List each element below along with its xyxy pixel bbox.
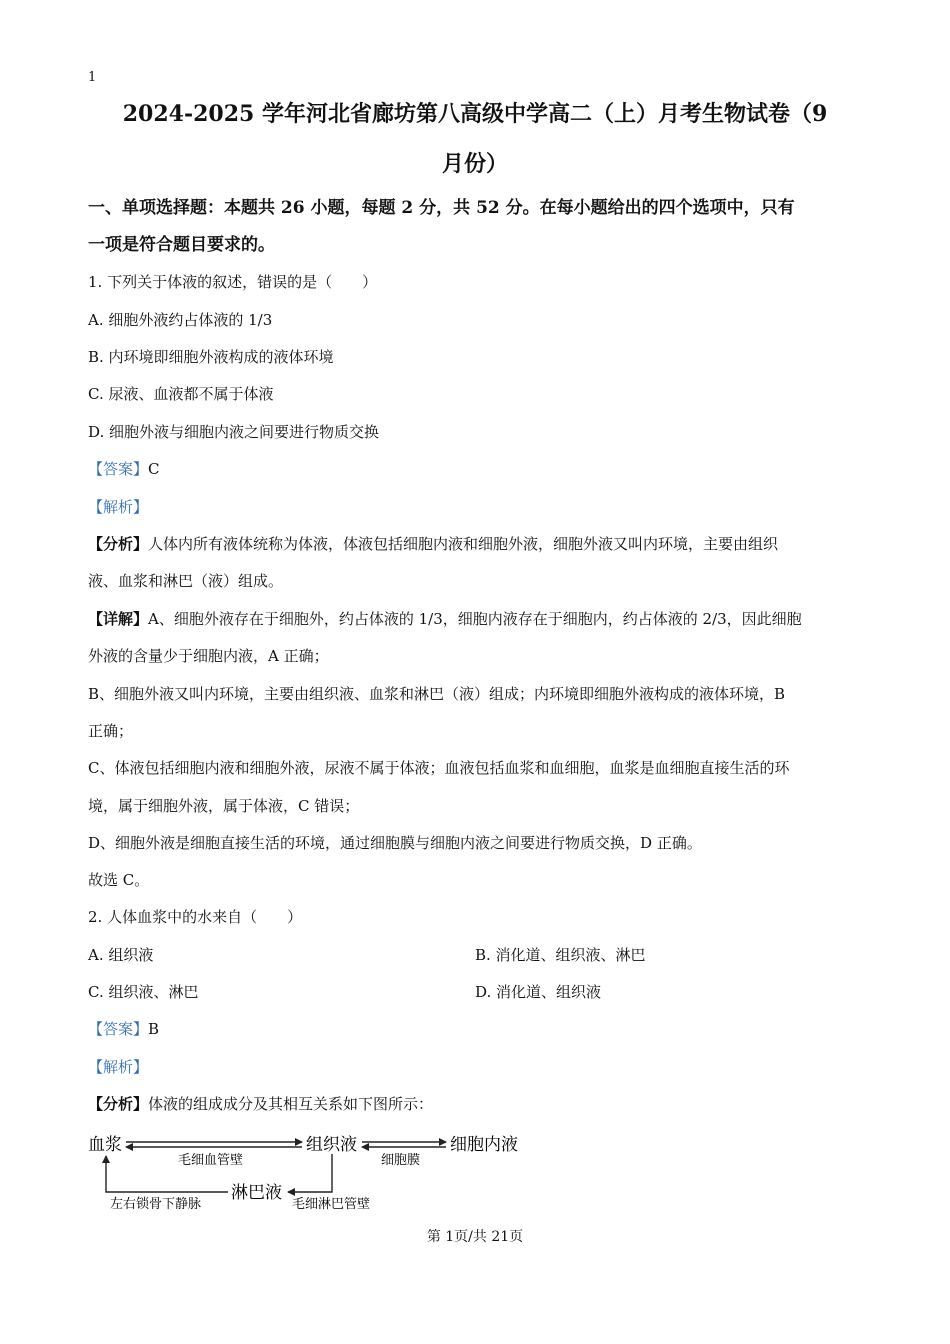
subclavian-vein-label: 左右锁骨下静脉 — [110, 1196, 202, 1211]
q2-answer-value: B — [148, 1020, 160, 1038]
q1-xiangjie-line5: C、体液包括细胞内液和细胞外液，尿液不属于体液；血液包括血浆和血细胞，血浆是血细胞直接生活的环 — [88, 759, 790, 777]
q2-answer-tag: 【答案】 — [88, 1020, 149, 1038]
tissue-fluid-label: 组织液 — [306, 1135, 357, 1154]
page-title-line2: 月份） — [441, 151, 508, 177]
q1-fenxi-text1: 人体内所有液体统称为体液，体液包括细胞内液和细胞外液，细胞外液又叫内环境，主要由组织 — [148, 535, 779, 553]
q2-analysis — [88, 1057, 868, 1077]
q1-xiangjie-line1 — [88, 609, 868, 629]
capillary-wall-label: 毛细血管壁 — [178, 1152, 244, 1167]
q1-answer-tag: 【答案】 — [88, 460, 149, 478]
lymph-capillary-wall-label: 毛细淋巴管壁 — [292, 1196, 371, 1211]
section-heading-line1: 一、单项选择题：本题共 26 小题，每题 2 分，共 52 分。在每小题给出的四个选项中，只有 — [88, 198, 795, 218]
q1-answer-value: C — [148, 460, 160, 478]
q2-option-d: D. 消化道、组织液 — [475, 983, 602, 1001]
page-top-number: 1 — [88, 70, 97, 85]
q2-stem: 2. 人体血浆中的水来自（ ） — [88, 908, 303, 926]
q1-answer — [88, 459, 868, 479]
q2-option-c: C. 组织液、淋巴 — [88, 983, 199, 1001]
q1-option-d: D. 细胞外液与细胞内液之间要进行物质交换 — [88, 423, 380, 441]
q1-xiangjie-line7: D、细胞外液是细胞直接生活的环境，通过细胞膜与细胞内液之间要进行物质交换，D 正确。 — [88, 834, 702, 852]
q2-option-a: A. 组织液 — [88, 946, 154, 964]
q1-xiangjie-line3: B、细胞外液又叫内环境，主要由组织液、血浆和淋巴（液）组成；内环境即细胞外液构成的液体环境，B — [88, 685, 786, 703]
q1-analysis-tag: 【解析】 — [88, 498, 149, 516]
q1-xiangjie-tag: 【详解】 — [88, 610, 149, 628]
q1-stem: 1. 下列关于体液的叙述，错误的是（ ） — [88, 273, 378, 291]
q1-xiangjie-line4: 正确； — [88, 722, 134, 740]
q1-xiangjie-text1: A、细胞外液存在于细胞外，约占体液的 1/3，细胞内液存在于细胞内，约占体液的 2/3，因此细胞 — [148, 610, 802, 628]
q2-fenxi-text: 体液的组成成分及其相互关系如下图所示： — [148, 1095, 434, 1113]
q1-option-b: B. 内环境即细胞外液构成的液体环境 — [88, 348, 334, 366]
q1-xiangjie-line6: 境，属于细胞外液，属于体液，C 错误； — [88, 797, 360, 815]
q1-conclusion: 故选 C。 — [88, 871, 150, 889]
q2-option-b: B. 消化道、组织液、淋巴 — [475, 946, 646, 964]
page-footer: 第 1页/共 21页 — [426, 1229, 524, 1245]
tissue-to-lymph-arrow — [288, 1154, 332, 1192]
q2-fenxi-tag: 【分析】 — [88, 1095, 149, 1113]
section-heading-line2: 一项是符合题目要求的。 — [88, 235, 275, 255]
q1-option-a: A. 细胞外液约占体液的 1/3 — [88, 311, 273, 329]
q2-answer — [88, 1019, 868, 1039]
q1-xiangjie-line2: 外液的含量少于细胞内液，A 正确； — [88, 647, 329, 665]
q1-fenxi-line2: 液、血浆和淋巴（液）组成。 — [88, 572, 284, 590]
plasma-label: 血浆 — [88, 1135, 122, 1154]
q1-fenxi-line1 — [88, 534, 868, 554]
lymph-label: 淋巴液 — [231, 1183, 282, 1202]
q2-analysis-tag: 【解析】 — [88, 1058, 149, 1076]
q2-fenxi — [88, 1094, 868, 1114]
q1-option-c: C. 尿液、血液都不属于体液 — [88, 385, 274, 403]
q1-analysis — [88, 497, 868, 517]
intracellular-fluid-label: 细胞内液 — [450, 1135, 518, 1154]
body-fluid-diagram — [88, 1128, 538, 1218]
cell-membrane-label: 细胞膜 — [381, 1152, 421, 1167]
page-title-line1: 2024-2025 学年河北省廊坊第八高级中学高二（上）月考生物试卷（9 — [122, 101, 828, 127]
q1-fenxi-tag: 【分析】 — [88, 535, 149, 553]
